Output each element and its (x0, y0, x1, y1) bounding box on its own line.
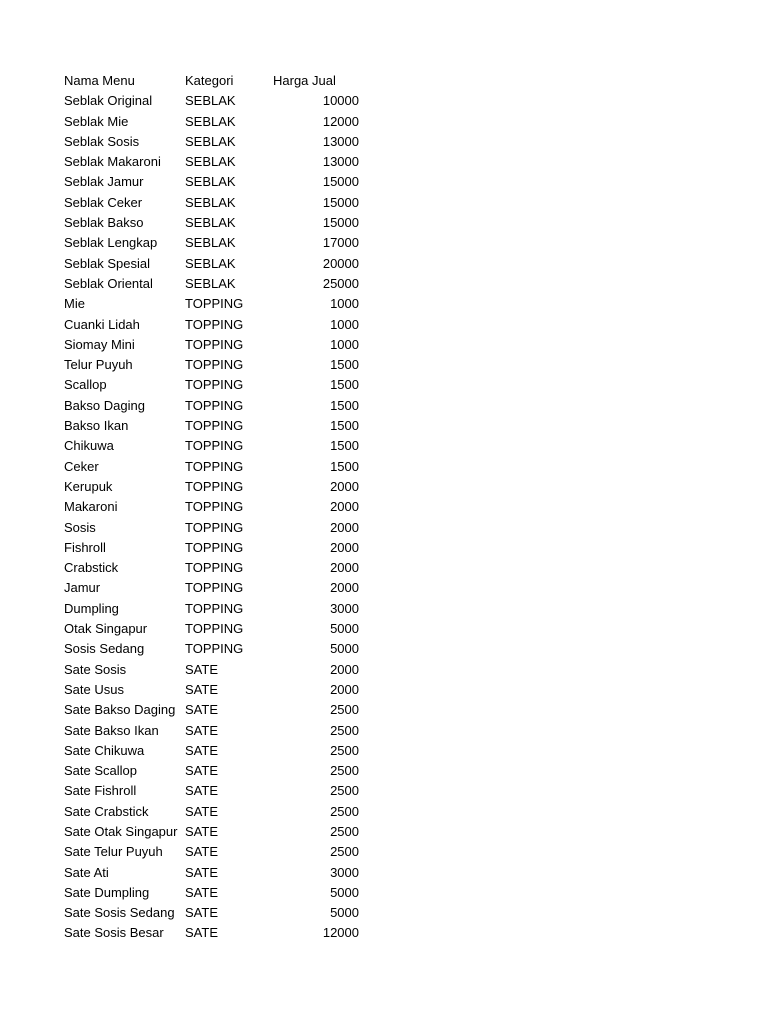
table-row (64, 213, 359, 233)
cell-nama-menu: Seblak Original (64, 93, 153, 109)
table-header-row (64, 71, 359, 91)
cell-kategori: SATE (185, 823, 218, 839)
cell-kategori: TOPPING (185, 621, 244, 637)
cell-nama-menu: Seblak Makaroni (64, 154, 161, 170)
cell-harga-jual: 1500 (330, 377, 359, 393)
table-row (64, 578, 359, 598)
cell-harga-jual: 2000 (330, 519, 359, 535)
cell-kategori: TOPPING (185, 600, 244, 616)
cell-kategori: SATE (185, 884, 218, 900)
cell-nama-menu: Kerupuk (64, 478, 113, 494)
cell-kategori: SATE (185, 864, 218, 880)
cell-harga-jual: 12000 (322, 113, 359, 129)
table-row (64, 660, 359, 680)
table-row (64, 761, 359, 781)
cell-nama-menu: Seblak Ceker (64, 194, 143, 210)
cell-nama-menu: Seblak Sosis (64, 133, 140, 149)
table-row (64, 375, 359, 395)
table-row (64, 822, 359, 842)
cell-harga-jual: 1500 (330, 438, 359, 454)
cell-nama-menu: Sate Telur Puyuh (64, 844, 163, 860)
table-row (64, 396, 359, 416)
cell-nama-menu: Bakso Daging (64, 397, 145, 413)
cell-harga-jual: 13000 (322, 154, 359, 170)
cell-harga-jual: 1000 (330, 316, 359, 332)
cell-kategori: SATE (185, 905, 218, 921)
cell-kategori: TOPPING (185, 499, 244, 515)
table-row (64, 700, 359, 720)
cell-harga-jual: 2500 (330, 722, 359, 738)
cell-nama-menu: Jamur (64, 580, 101, 596)
table-row (64, 558, 359, 578)
cell-harga-jual: 2500 (330, 823, 359, 839)
cell-nama-menu: Sate Bakso Ikan (64, 722, 159, 738)
table-row (64, 599, 359, 619)
cell-nama-menu: Sate Sosis Besar (64, 925, 164, 941)
cell-harga-jual: 13000 (322, 133, 359, 149)
header-nama-menu: Nama Menu (64, 73, 135, 88)
table-row (64, 457, 359, 477)
table-row (64, 132, 359, 152)
table-row (64, 416, 359, 436)
table-row (64, 923, 359, 943)
cell-harga-jual: 1500 (330, 458, 359, 474)
table-row (64, 233, 359, 253)
cell-nama-menu: Sate Crabstick (64, 803, 149, 819)
cell-harga-jual: 1500 (330, 357, 359, 373)
table-row (64, 254, 359, 274)
cell-nama-menu: Dumpling (64, 600, 119, 616)
table-row (64, 436, 359, 456)
cell-kategori: SATE (185, 783, 218, 799)
cell-harga-jual: 2500 (330, 783, 359, 799)
table-row (64, 193, 359, 213)
cell-kategori: TOPPING (185, 296, 244, 312)
cell-harga-jual: 3000 (330, 864, 359, 880)
cell-nama-menu: Sate Bakso Daging (64, 702, 176, 718)
table-row (64, 883, 359, 903)
cell-kategori: TOPPING (185, 458, 244, 474)
cell-harga-jual: 2000 (330, 539, 359, 555)
cell-harga-jual: 1500 (330, 397, 359, 413)
cell-kategori: TOPPING (185, 377, 244, 393)
cell-kategori: TOPPING (185, 560, 244, 576)
cell-harga-jual: 1000 (330, 336, 359, 352)
cell-kategori: TOPPING (185, 519, 244, 535)
cell-kategori: TOPPING (185, 438, 244, 454)
cell-kategori: SEBLAK (185, 235, 236, 251)
cell-kategori: TOPPING (185, 336, 244, 352)
cell-harga-jual: 5000 (330, 905, 359, 921)
table-row (64, 863, 359, 883)
cell-kategori: TOPPING (185, 539, 244, 555)
table-row (64, 680, 359, 700)
cell-nama-menu: Sate Usus (64, 681, 124, 697)
header-kategori: Kategori (185, 73, 234, 88)
cell-nama-menu: Sate Fishroll (64, 783, 137, 799)
cell-harga-jual: 15000 (322, 215, 359, 231)
cell-kategori: SEBLAK (185, 93, 236, 109)
cell-harga-jual: 2000 (330, 580, 359, 596)
cell-nama-menu: Sate Chikuwa (64, 742, 145, 758)
cell-nama-menu: Seblak Spesial (64, 255, 150, 271)
table-row (64, 903, 359, 923)
table-row (64, 152, 359, 172)
cell-harga-jual: 25000 (322, 275, 359, 291)
cell-harga-jual: 2000 (330, 661, 359, 677)
table-row (64, 518, 359, 538)
cell-kategori: SEBLAK (185, 133, 236, 149)
cell-harga-jual: 2000 (330, 681, 359, 697)
cell-nama-menu: Scallop (64, 377, 107, 393)
cell-harga-jual: 2500 (330, 702, 359, 718)
menu-price-sheet (64, 71, 359, 944)
cell-kategori: SEBLAK (185, 215, 236, 231)
cell-nama-menu: Seblak Oriental (64, 275, 153, 291)
table-row (64, 91, 359, 111)
table-row (64, 294, 359, 314)
table-row (64, 639, 359, 659)
cell-kategori: TOPPING (185, 397, 244, 413)
cell-harga-jual: 15000 (322, 174, 359, 190)
table-row (64, 497, 359, 517)
cell-nama-menu: Seblak Bakso (64, 215, 144, 231)
cell-harga-jual: 17000 (322, 235, 359, 251)
table-row (64, 781, 359, 801)
cell-nama-menu: Sosis Sedang (64, 641, 145, 657)
cell-nama-menu: Seblak Mie (64, 113, 129, 129)
cell-nama-menu: Sate Sosis (64, 661, 127, 677)
cell-nama-menu: Seblak Jamur (64, 174, 144, 190)
cell-nama-menu: Sate Otak Singapur (64, 823, 178, 839)
cell-nama-menu: Sate Sosis Sedang (64, 905, 175, 921)
cell-nama-menu: Bakso Ikan (64, 418, 129, 434)
table-row (64, 274, 359, 294)
cell-nama-menu: Makaroni (64, 499, 118, 515)
cell-harga-jual: 2500 (330, 844, 359, 860)
cell-harga-jual: 1000 (330, 296, 359, 312)
table-row (64, 315, 359, 335)
table-body (64, 91, 359, 943)
cell-harga-jual: 2000 (330, 560, 359, 576)
cell-kategori: SEBLAK (185, 275, 236, 291)
cell-nama-menu: Telur Puyuh (64, 357, 133, 373)
table-row (64, 172, 359, 192)
cell-harga-jual: 5000 (330, 641, 359, 657)
cell-nama-menu: Sate Scallop (64, 763, 137, 779)
cell-kategori: SATE (185, 742, 218, 758)
cell-kategori: SATE (185, 925, 218, 941)
cell-harga-jual: 5000 (330, 621, 359, 637)
cell-harga-jual: 10000 (322, 93, 359, 109)
cell-kategori: SATE (185, 702, 218, 718)
cell-harga-jual: 2000 (330, 499, 359, 515)
cell-harga-jual: 1500 (330, 418, 359, 434)
cell-harga-jual: 3000 (330, 600, 359, 616)
cell-kategori: SATE (185, 722, 218, 738)
cell-nama-menu: Fishroll (64, 539, 106, 555)
cell-kategori: TOPPING (185, 357, 244, 373)
cell-nama-menu: Sosis (64, 519, 96, 535)
cell-nama-menu: Sate Dumpling (64, 884, 150, 900)
cell-nama-menu: Ceker (64, 458, 99, 474)
cell-harga-jual: 20000 (322, 255, 359, 271)
cell-nama-menu: Crabstick (64, 560, 119, 576)
cell-kategori: TOPPING (185, 580, 244, 596)
cell-nama-menu: Cuanki Lidah (64, 316, 140, 332)
cell-harga-jual: 2500 (330, 742, 359, 758)
cell-kategori: SEBLAK (185, 113, 236, 129)
cell-kategori: SEBLAK (185, 154, 236, 170)
table-row (64, 721, 359, 741)
cell-nama-menu: Seblak Lengkap (64, 235, 158, 251)
table-row (64, 112, 359, 132)
cell-kategori: TOPPING (185, 641, 244, 657)
cell-kategori: SATE (185, 844, 218, 860)
cell-harga-jual: 2500 (330, 763, 359, 779)
cell-harga-jual: 2500 (330, 803, 359, 819)
cell-nama-menu: Sate Ati (64, 864, 109, 880)
cell-kategori: TOPPING (185, 478, 244, 494)
cell-nama-menu: Chikuwa (64, 438, 114, 454)
table-row (64, 335, 359, 355)
table-row (64, 538, 359, 558)
cell-kategori: TOPPING (185, 418, 244, 434)
cell-nama-menu: Mie (64, 296, 85, 312)
cell-kategori: TOPPING (185, 316, 244, 332)
table-row (64, 619, 359, 639)
cell-kategori: SATE (185, 763, 218, 779)
table-row (64, 477, 359, 497)
cell-nama-menu: Siomay Mini (64, 336, 135, 352)
cell-nama-menu: Otak Singapur (64, 621, 148, 637)
table-row (64, 741, 359, 761)
cell-kategori: SEBLAK (185, 194, 236, 210)
cell-kategori: SEBLAK (185, 255, 236, 271)
cell-harga-jual: 12000 (322, 925, 359, 941)
cell-kategori: SATE (185, 681, 218, 697)
cell-kategori: SEBLAK (185, 174, 236, 190)
table-row (64, 842, 359, 862)
cell-kategori: SATE (185, 803, 218, 819)
cell-harga-jual: 5000 (330, 884, 359, 900)
table-row (64, 802, 359, 822)
cell-harga-jual: 15000 (322, 194, 359, 210)
cell-harga-jual: 2000 (330, 478, 359, 494)
menu-table (64, 71, 359, 944)
cell-kategori: SATE (185, 661, 218, 677)
header-harga-jual: Harga Jual (273, 73, 336, 88)
table-row (64, 355, 359, 375)
